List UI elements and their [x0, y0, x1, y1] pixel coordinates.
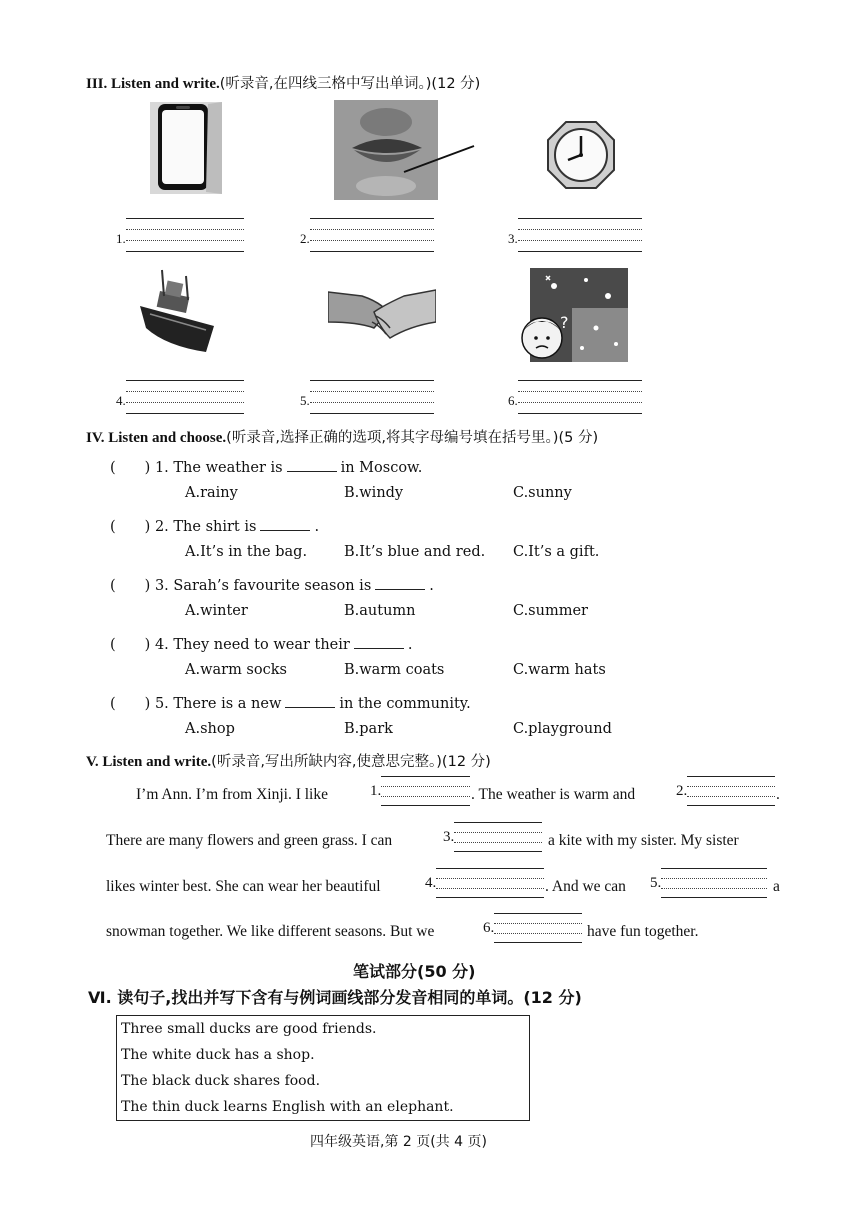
passage-line-3a: likes winter best. She can wear her beautiful	[106, 878, 381, 895]
grid-number-4: 4.	[116, 393, 126, 408]
question-blank	[287, 459, 337, 472]
passage-blank-5[interactable]: 5.	[661, 868, 767, 898]
section-4-title: IV. Listen and choose.	[86, 430, 227, 446]
writing-grid-5[interactable]	[300, 380, 434, 414]
passage-blank-2[interactable]: 2.	[687, 776, 775, 806]
sentence-2: The white duck has a shop.	[121, 1047, 315, 1063]
question-blank	[354, 636, 404, 649]
handshake-icon	[328, 282, 436, 344]
passage-line-3c: a	[773, 878, 780, 895]
section-4-heading	[86, 426, 598, 447]
passage-line-1a: I’m Ann. I’m from Xinji. I like	[136, 786, 328, 803]
option-2a: A.It’s in the bag.	[185, 544, 308, 560]
writing-grid-4[interactable]	[116, 380, 244, 414]
ship-icon	[136, 266, 220, 354]
passage-blank-4[interactable]: 4.	[436, 868, 544, 898]
section-3-heading	[86, 72, 480, 93]
page-footer: 四年级英语,第 2 页(共 4 页)	[310, 1134, 487, 1150]
option-5a: A.shop	[185, 721, 235, 737]
section-3-instruction: (听录音,在四线三格中写出单词。)(12 分)	[219, 76, 481, 92]
passage-line-2a: There are many flowers and green grass. I can	[106, 832, 393, 849]
section-4-instruction: (听录音,选择正确的选项,将其字母编号填在括号里。)(5 分)	[226, 430, 599, 446]
section-5-title: V. Listen and write.	[86, 754, 212, 770]
passage-line-2b: a kite with my sister. My sister	[548, 832, 739, 849]
passage-line-1c: .	[776, 786, 780, 803]
section-5-heading	[86, 750, 491, 771]
grid-number-6: 6.	[508, 393, 518, 408]
writing-grid-1[interactable]	[116, 218, 244, 252]
answer-bracket-3[interactable]: ( )	[110, 578, 151, 594]
option-2b: B.It’s blue and red.	[344, 544, 486, 560]
option-3b: B.autumn	[344, 603, 416, 619]
phone-icon	[148, 100, 224, 196]
answer-bracket-2[interactable]: ( )	[110, 519, 151, 535]
sentence-1: Three small ducks are good friends.	[121, 1021, 377, 1037]
writing-grid-2[interactable]	[300, 218, 434, 252]
sentence-box	[116, 1015, 530, 1121]
question-2: ( ) 2. The shirt is .	[110, 519, 320, 535]
passage-line-4b: have fun together.	[587, 923, 699, 940]
passage-line-1b: . The weather is warm and	[471, 786, 636, 803]
section-6-heading: Ⅵ. 读句子,找出并写下含有与例词画线部分发音相同的单词。(12 分)	[88, 988, 582, 1007]
question-blank	[375, 577, 425, 590]
svg-text:?: ?	[560, 313, 569, 332]
option-3a: A.winter	[185, 603, 248, 619]
question-blank	[285, 695, 335, 708]
passage-blank-1[interactable]: 1.	[381, 776, 470, 806]
option-1c: C.sunny	[513, 485, 572, 501]
option-1a: A.rainy	[185, 485, 238, 501]
section-5-instruction: (听录音,写出所缺内容,使意思完整。)(12 分)	[211, 754, 491, 770]
option-4b: B.warm coats	[344, 662, 445, 678]
passage-line-3b: . And we can	[545, 878, 626, 895]
passage-blank-3[interactable]: 3.	[454, 822, 542, 852]
grid-number-5: 5.	[300, 393, 310, 408]
writing-grid-3[interactable]	[508, 218, 642, 252]
sentence-3: The black duck shares food.	[121, 1073, 321, 1089]
option-3c: C.summer	[513, 603, 588, 619]
question-1: ( ) 1. The weather is in Moscow.	[110, 460, 423, 476]
passage-blank-6[interactable]: 6.	[494, 913, 582, 943]
question-5: ( ) 5. There is a new in the community.	[110, 696, 471, 712]
passage-line-4a: snowman together. We like different seasons. But we	[106, 923, 435, 940]
option-1b: B.windy	[344, 485, 404, 501]
option-5b: B.park	[344, 721, 393, 737]
snow-boy-icon	[516, 268, 628, 362]
clock-icon	[546, 120, 616, 190]
option-2c: C.It’s a gift.	[513, 544, 600, 560]
question-3: ( ) 3. Sarah’s favourite season is .	[110, 578, 434, 594]
answer-bracket-4[interactable]: ( )	[110, 637, 151, 653]
grid-number-1: 1.	[116, 231, 126, 246]
section-3-title: III. Listen and write.	[86, 76, 220, 92]
written-part-title: 笔试部分(50 分)	[353, 962, 476, 981]
option-4a: A.warm socks	[185, 662, 287, 678]
sentence-4: The thin duck learns English with an elephant.	[121, 1099, 454, 1115]
option-5c: C.playground	[513, 721, 612, 737]
grid-number-2: 2.	[300, 231, 310, 246]
mouth-icon	[334, 100, 478, 200]
answer-bracket-1[interactable]: ( )	[110, 460, 151, 476]
writing-grid-6[interactable]	[508, 380, 642, 414]
answer-bracket-5[interactable]: ( )	[110, 696, 151, 712]
grid-number-3: 3.	[508, 231, 518, 246]
option-4c: C.warm hats	[513, 662, 606, 678]
question-4: ( ) 4. They need to wear their .	[110, 637, 413, 653]
question-blank	[260, 518, 310, 531]
